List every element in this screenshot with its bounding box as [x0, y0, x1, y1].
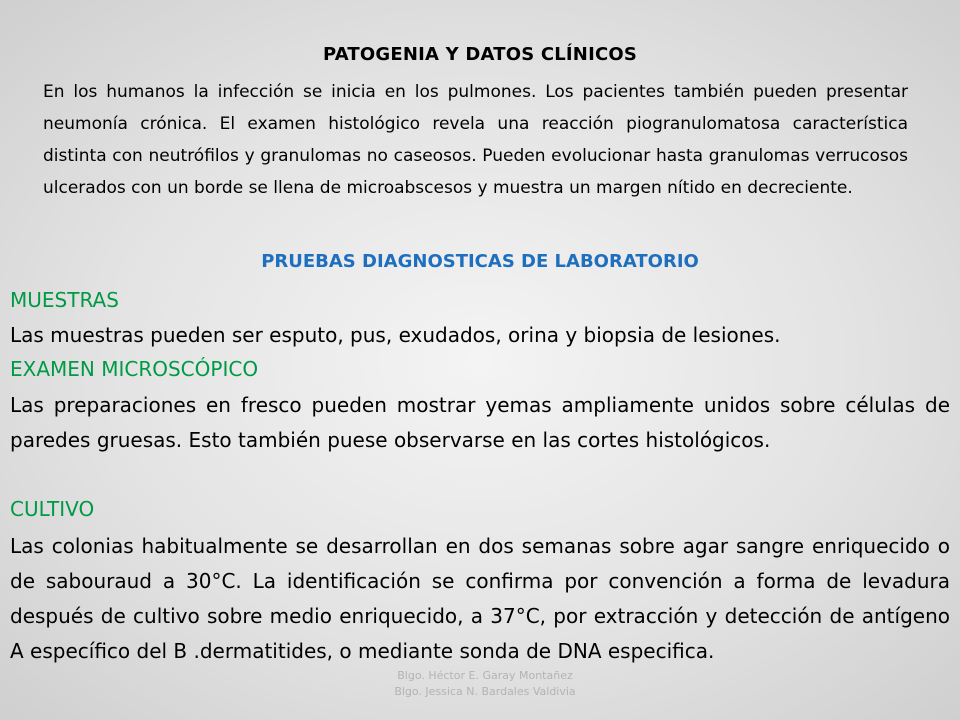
- footer-author-2: Blgo. Jessica N. Bardales Valdivia: [394, 685, 576, 698]
- cultivo-text: Las colonias habitualmente se desarrollan en dos semanas sobre agar sangre enriquecido o de sabouraud a 30°C. La identificación se confirma por convención a forma de levadura después de cultivo sobre medio enriquecido, a 37°C, por extracción y detección de antígeno A específico del B .dermatitides, o mediante sonda de DNA especifica.: [10, 534, 950, 663]
- cultivo-heading: CULTIVO: [10, 497, 95, 521]
- section-heading: PRUEBAS DIAGNOSTICAS DE LABORATORIO: [261, 251, 699, 272]
- slide-title: PATOGENIA Y DATOS CLÍNICOS: [322, 44, 638, 65]
- footer-author-1: Blgo. Héctor E. Garay Montañez: [397, 669, 573, 682]
- muestras-text: Las muestras pueden ser esputo, pus, exudados, orina y biopsia de lesiones.: [10, 323, 781, 347]
- microscopico-text: Las preparaciones en fresco pueden mostrar yemas ampliamente unidos sobre células de paredes gruesas. Esto también puese observarse en las cortes histológicos.: [10, 393, 950, 452]
- muestras-heading: MUESTRAS: [10, 288, 119, 312]
- microscopico-heading: EXAMEN MICROSCÓPICO: [10, 357, 259, 381]
- author-footer: [370, 668, 600, 700]
- intro-paragraph: En los humanos la infección se inicia en los pulmones. Los pacientes también pueden presentar neumonía crónica. El examen histológico revela una reacción piogranulomatosa característica distinta con neutrófilos y granulomas no caseosos. Pueden evolucionar hasta granulomas verrucosos ulcerados con un borde se llena de microabscesos y muestra un margen nítido en decreciente.: [43, 82, 908, 198]
